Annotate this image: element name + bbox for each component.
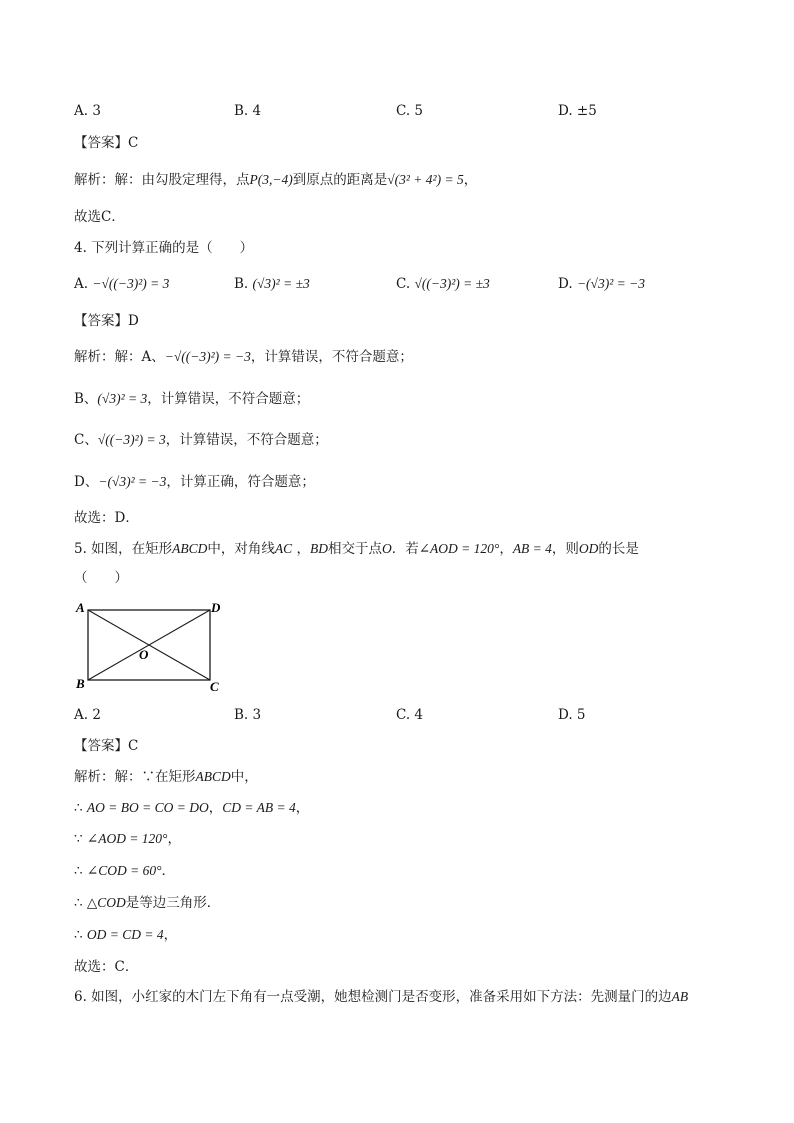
q3-conclusion: 故选C． <box>74 209 125 225</box>
q5-stem-line2: （ ） <box>74 570 128 586</box>
q3-analysis <box>74 170 477 190</box>
q5-step-6-expr: OD = CD = 4 <box>86 927 164 942</box>
q3-option-a: A. 3 <box>74 103 101 119</box>
q5-target: OD <box>578 541 599 556</box>
q5-step-6-sym: ∴ <box>74 927 87 943</box>
q4-analysis-d-expr: −(√3)² = −3 <box>98 474 167 489</box>
q5-step-1-expr: ABCD <box>195 769 231 784</box>
q4-option-b-letter: B. <box>234 276 249 292</box>
q5-stem-c: 相交于点 <box>327 541 382 557</box>
q3-expr: √(3² + 4²) = 5 <box>387 172 464 187</box>
label-a: A <box>76 600 85 615</box>
q3-point: P(3,−4) <box>249 172 293 187</box>
q5-step-2-expr: AO = BO = CO = DO <box>86 800 209 815</box>
q4-analysis-c-prefix: C、 <box>74 432 98 448</box>
q5-step-4 <box>74 861 175 881</box>
q5-step-2-tail2: ， <box>295 800 310 816</box>
q5-center: O <box>381 541 392 556</box>
q5-step-3-sym: ∵ <box>74 831 87 847</box>
q4-option-b <box>234 274 310 294</box>
q3-answer: 【答案】C <box>74 135 139 151</box>
q4-analysis-c-comment: ，计算错误，不符合题意； <box>165 432 328 448</box>
q5-step-1 <box>74 767 258 787</box>
q5-diag2: BD <box>309 541 328 556</box>
q4-option-d <box>558 274 645 294</box>
label-o: O <box>139 647 149 662</box>
rectangle-figure <box>72 598 232 694</box>
q5-diag1: AC <box>274 541 293 556</box>
q5-step-4-tail: ． <box>161 863 175 879</box>
q4-option-d-expr: −(√3)² = −3 <box>576 276 645 291</box>
q4-analysis-b <box>74 389 309 409</box>
q4-option-d-letter: D. <box>558 276 573 292</box>
q5-answer: 【答案】C <box>74 738 139 754</box>
q5-step-3 <box>74 829 181 849</box>
q5-given1: ∠AOD = 120° <box>418 541 500 556</box>
q5-stem-d: ．若 <box>391 541 419 557</box>
q4-answer: 【答案】D <box>74 313 139 329</box>
q4-analysis-b-prefix: B、 <box>74 391 98 407</box>
q3-analysis-prefix: 解析：解：由勾股定理得，点 <box>74 172 250 188</box>
q5-option-a: A. 2 <box>74 707 101 723</box>
q5-step-1-tail: 中， <box>230 769 258 785</box>
q4-analysis-a <box>74 347 413 367</box>
q3-option-b: B. 4 <box>234 103 262 119</box>
q5-step-1-sym: 解析：解：∵在矩形 <box>74 769 196 785</box>
q5-option-b: B. 3 <box>234 707 262 723</box>
q5-step-2-expr2: CD = AB = 4 <box>222 800 296 815</box>
q5-step-5-tail: 是等边三角形． <box>125 895 221 911</box>
q3-option-d: D. ±5 <box>558 103 597 119</box>
q5-step-6 <box>74 925 177 945</box>
q5-step-2 <box>74 798 309 818</box>
q4-stem: 4. 下列计算正确的是（ ） <box>74 240 254 256</box>
q3-analysis-end: ， <box>463 172 478 188</box>
q6-stem-tail: AB <box>671 989 689 1004</box>
q4-analysis-d <box>74 472 315 492</box>
q5-step-3-expr: ∠AOD = 120° <box>86 831 168 846</box>
q6-stem-text: 6. 如图，小红家的木门左下角有一点受潮，她想检测门是否变形，准备采用如下方法：先测量门的边 <box>74 989 672 1005</box>
q4-analysis-b-expr: (√3)² = 3 <box>97 391 148 406</box>
q5-step-5-sym: ∴ <box>74 895 87 911</box>
q4-option-a-expr: −√((−3)²) = 3 <box>92 276 170 291</box>
q5-step-2-tail: ， <box>208 800 223 816</box>
q4-option-c-expr: √((−3)²) = ±3 <box>414 276 490 291</box>
q4-option-c <box>396 274 490 294</box>
q5-step-4-sym: ∴ <box>74 863 87 879</box>
q4-conclusion: 故选：D． <box>74 510 139 526</box>
q3-option-c: C. 5 <box>396 103 424 119</box>
q6-stem <box>74 987 688 1007</box>
q5-stem-e: ，则 <box>551 541 579 557</box>
q4-analysis-c <box>74 430 328 450</box>
q4-analysis-b-comment: ，计算错误，不符合题意； <box>147 391 310 407</box>
q5-given2: AB = 4 <box>512 541 552 556</box>
q5-option-d: D. 5 <box>558 707 586 723</box>
q4-analysis-a-prefix: 解析：解：A、 <box>74 349 165 365</box>
q5-step-2-sym: ∴ <box>74 800 87 816</box>
label-d: D <box>211 600 221 615</box>
label-b: B <box>76 676 85 691</box>
q5-stem-b: 中，对角线 <box>207 541 275 557</box>
q4-analysis-a-comment: ，计算错误，不符合题意； <box>250 349 413 365</box>
q5-conclusion: 故选：C． <box>74 959 139 975</box>
q5-step-3-tail: ， <box>167 831 181 847</box>
q4-analysis-c-expr: √((−3)²) = 3 <box>97 432 166 447</box>
q3-analysis-mid: 到原点的距离是 <box>292 172 388 188</box>
q4-analysis-a-expr: −√((−3)²) = −3 <box>164 349 251 364</box>
q4-analysis-d-comment: ，计算正确，符合题意； <box>166 474 315 490</box>
q5-stem-f: 的长是 <box>598 541 639 557</box>
label-c: C <box>210 679 219 694</box>
q4-option-b-expr: (√3)² = ±3 <box>252 276 310 291</box>
q5-step-4-expr: ∠COD = 60° <box>86 863 162 878</box>
q5-stem-a: 5. 如图，在矩形 <box>74 541 173 557</box>
q4-option-a-letter: A. <box>74 276 89 292</box>
q5-comma: ， <box>499 541 513 557</box>
q4-option-a <box>74 274 169 294</box>
q5-step-5-expr: △COD <box>86 895 126 910</box>
q4-analysis-d-prefix: D、 <box>74 474 99 490</box>
q5-step-6-tail: ， <box>163 927 178 943</box>
q5-step-5 <box>74 893 220 913</box>
q5-stem-line1 <box>74 539 639 559</box>
q5-sep: ， <box>292 541 310 557</box>
q4-option-c-letter: C. <box>396 276 411 292</box>
q5-option-c: C. 4 <box>396 707 424 723</box>
q5-rect-name: ABCD <box>172 541 208 556</box>
